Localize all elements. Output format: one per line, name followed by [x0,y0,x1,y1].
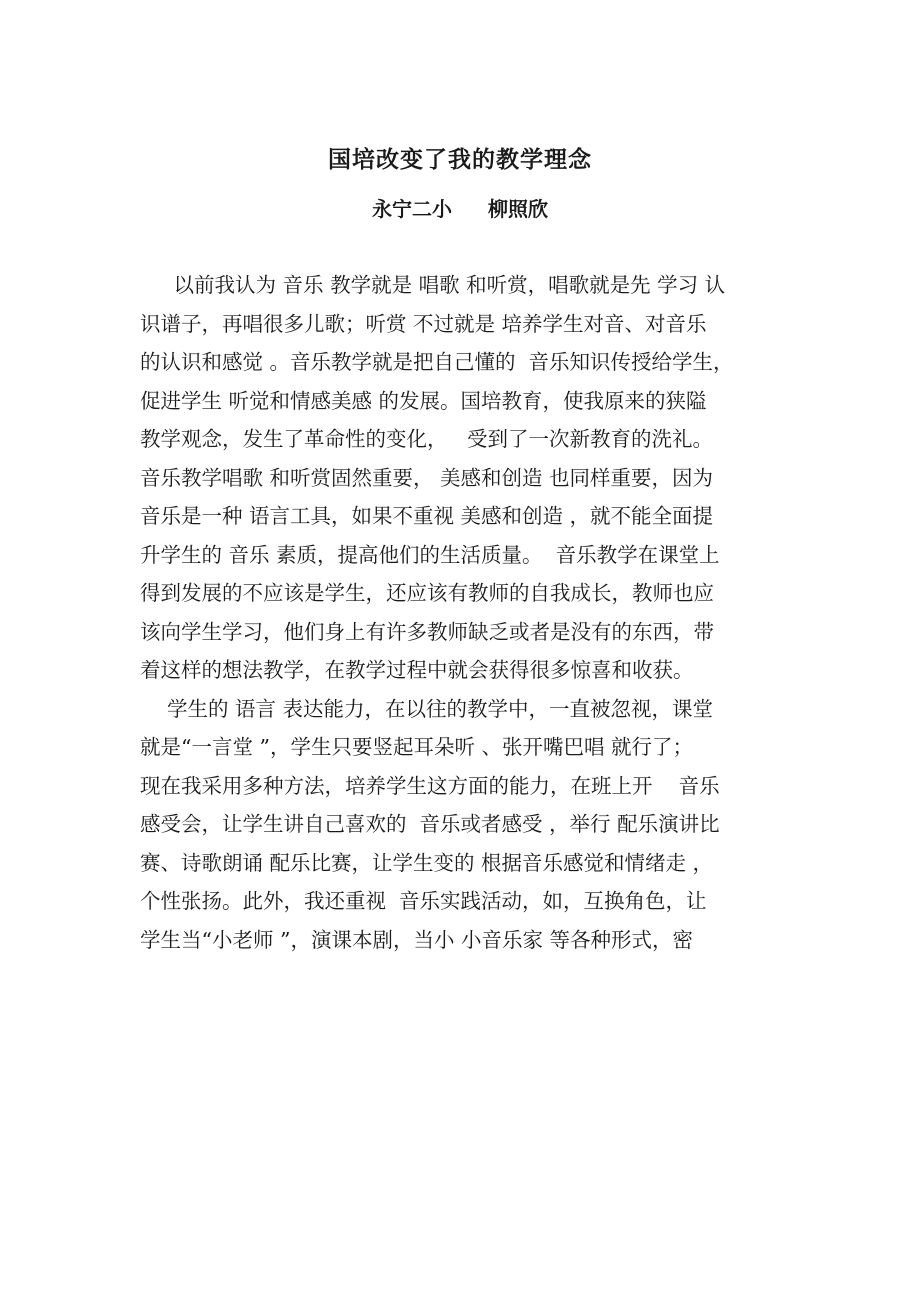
text-line-6: 音乐教学唱歌 和听赏固然重要， 美感和创造 也同样重要，因为 [140,465,714,490]
text-line-16: 赛、诗歌朗诵 配乐比赛，让学生变的 根据音乐感觉和情绪走 ， [140,850,714,875]
text-line-7: 音乐是一种 语言工具，如果不重视 美感和创造 ，就不能全面提 [140,504,714,528]
text-line-18: 学生当“小老师 ”，演课本剧，当小 小音乐家 等各种形式，密 [140,927,694,952]
text-line-8: 升学生的 音乐 素质，提高他们的生活质量。 音乐教学在课堂上 [140,542,720,567]
text-line-1: 以前我认为 音乐 教学就是 唱歌 和听赏，唱歌就是先 学习 认 [140,273,726,297]
author-name: 柳照欣 [488,197,548,221]
author-line [0,194,920,224]
text-line-2: 识谱子，再唱很多儿歌；听赏 不过就是 培养学生对音、对音乐 [140,311,707,336]
text-line-13: 就是“一言堂 ”，学生只要竖起耳朵听 、张开嘴巴唱 就行了； [140,735,694,759]
text-line-10: 该向学生学习，他们身上有许多教师缺乏或者是没有的东西，带 [140,619,714,644]
text-line-4: 促进学生 听觉和情感美感 的发展。国培教育，使我原来的狭隘 [140,388,707,413]
school-name: 永宁二小 [372,197,452,221]
body-text [140,266,780,959]
text-line-11: 着这样的想法教学，在教学过程中就会获得很多惊喜和收获。 [140,658,694,682]
text-line-9: 得到发展的不应该是学生，还应该有教师的自我成长，教师也应 [140,581,714,605]
text-line-12: 学生的 语言 表达能力，在以往的教学中，一直被忽视，课堂 [140,696,714,721]
text-line-14: 现在我采用多种方法，培养学生这方面的能力，在班上开 音乐 [140,773,720,798]
text-line-5: 教学观念，发生了革命性的变化， 受到了一次新教育的洗礼。 [140,427,714,451]
text-line-15: 感受会，让学生讲自己喜欢的 音乐或者感受 ，举行 配乐演讲比 [140,812,720,836]
document-title: 国培改变了我的教学理念 [328,147,592,173]
text-line-17: 个性张扬。此外，我还重视 音乐实践活动，如，互换角色，让 [140,889,707,913]
text-line-3: 的认识和感觉 。音乐教学就是把自己懂的 音乐知识传授给学生， [140,350,734,374]
